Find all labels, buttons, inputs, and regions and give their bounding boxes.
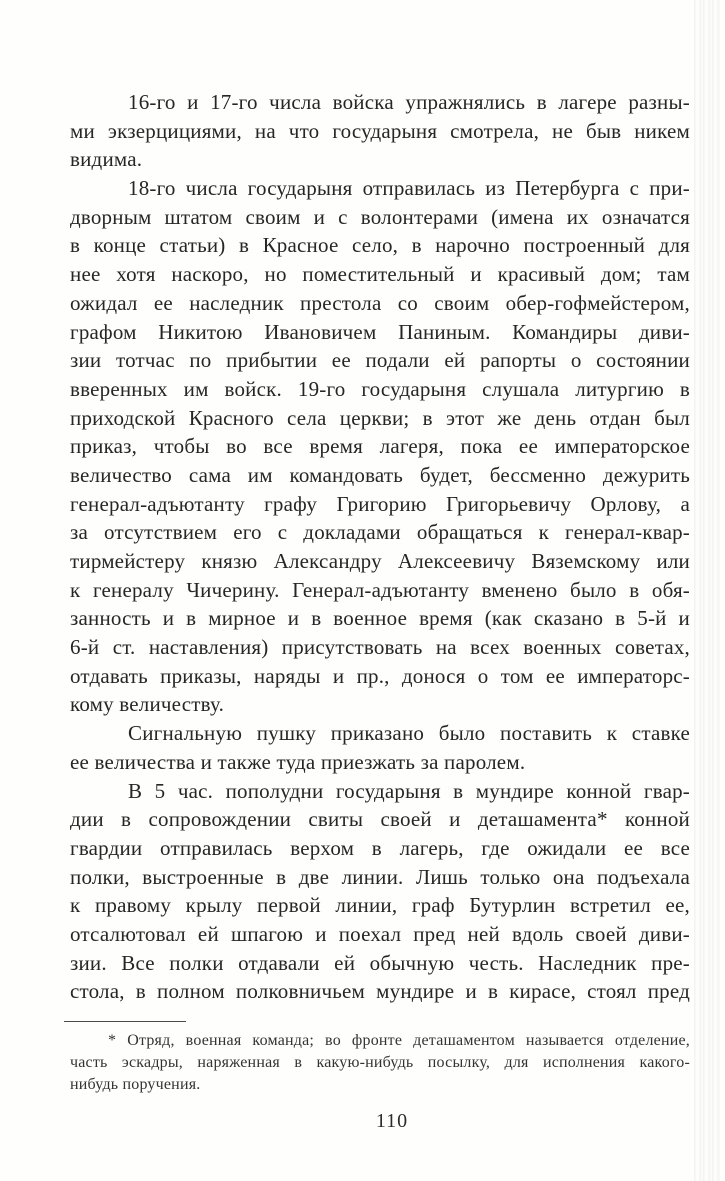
text-line: зии. Все полки отдавали ей обычную честь. Наследник пре- xyxy=(70,950,690,975)
text-line: 18-го числа государыня отправилась из Петербурга с при- xyxy=(128,176,690,201)
text-line: ее величества и также туда приезжать за паролем. xyxy=(70,749,526,774)
text-line: в конце статьи) в Красное село, в нарочно построенный для xyxy=(70,233,690,258)
text-line: стола, в полном полковничьем мундире и в кирасе, стоял пред xyxy=(70,979,690,1004)
text-line: Сигнальную пушку приказано было поставить к ставке xyxy=(128,721,690,746)
text-line: за отсутствием его с докладами обращаться к генерал-квар- xyxy=(70,520,690,545)
body-text xyxy=(70,88,690,1006)
text-line: полки, выстроенные в две линии. Лишь только она подъехала xyxy=(70,864,690,889)
text-line: нее хотя наскоро, но поместительный и красивый дом; там xyxy=(70,262,690,287)
text-line: дворным штатом своим и с волонтерами (имена их означатся xyxy=(70,204,690,229)
text-line: к генералу Чичерину. Генерал-адъютанту вменено было в обя- xyxy=(70,577,690,602)
text-line: графом Никитою Ивановичем Паниным. Командиры диви- xyxy=(70,319,690,344)
text-line: нибудь поручения. xyxy=(70,1076,201,1093)
text-line: ожидал ее наследник престола со своим обер-гофмейстером, xyxy=(70,290,690,315)
text-line: гвардии отправилась верхом в лагерь, где ожидали ее все xyxy=(70,835,690,860)
text-line: * Отряд, военная команда; во фронте деташаментом называется отделение, xyxy=(108,1032,690,1049)
text-line: ми экзерцициями, на что государыня смотрела, не быв никем xyxy=(70,118,690,143)
footnote xyxy=(70,1030,690,1096)
text-line: приходской Красного села церкви; в этот же день отдан был xyxy=(70,405,690,430)
text-line: приказ, чтобы во все время лагеря, пока ее императорское xyxy=(70,434,690,459)
text-line: В 5 час. пополудни государыня в мундире конной гвар- xyxy=(128,778,690,803)
text-line: 6-й ст. наставления) присутствовать на всех военных советах, xyxy=(70,635,690,660)
text-line: занность и в мирное и в военное время (как сказано в 5-й и xyxy=(70,606,690,631)
text-line: отсалютовал ей шпагою и поехал пред ней вдоль своей диви- xyxy=(70,921,690,946)
page-number: 110 xyxy=(375,1110,409,1132)
text-line: вверенных им войск. 19-го государыня слушала литургию в xyxy=(70,376,690,401)
text-line: видима. xyxy=(70,147,143,172)
text-line: к правому крылу первой линии, граф Бутурлин встретил ее, xyxy=(70,893,690,918)
text-line: кому величеству. xyxy=(70,692,225,717)
scan-edge-artifact xyxy=(694,0,720,1181)
text-line: генерал-адъютанту графу Григорию Григорьевичу Орлову, а xyxy=(70,491,690,516)
text-line: часть эскадры, наряженная в какую-нибудь посылку, для исполнения какого- xyxy=(70,1054,690,1071)
text-line: отдавать приказы, наряды и пр., донося о том ее императорс- xyxy=(70,663,690,688)
text-line: тирмейстеру князю Александру Алексеевичу Вяземскому или xyxy=(70,549,690,573)
footnote-rule xyxy=(64,1021,186,1022)
text-line: зии тотчас по прибытии ее подали ей рапорты о состоянии xyxy=(70,348,690,373)
text-line: величество сама им командовать будет, бессменно дежурить xyxy=(70,462,690,487)
text-line: дии в сопровождении свиты своей и деташамента* конной xyxy=(70,807,690,832)
text-line: 16-го и 17-го числа войска упражнялись в лагере разны- xyxy=(128,90,690,114)
